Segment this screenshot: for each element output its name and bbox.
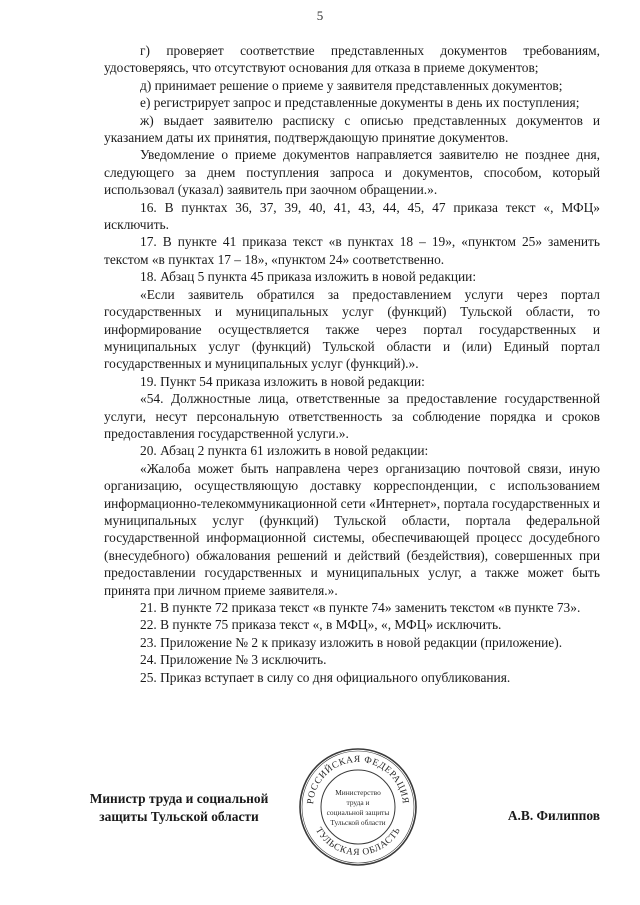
seal-center-line: социальной защиты — [326, 808, 390, 817]
seal-ring-bottom-text: ТУЛЬСКАЯ ОБЛАСТЬ — [313, 825, 403, 859]
paragraph: е) регистрирует запрос и представленные документы в день их поступления; — [140, 95, 580, 111]
signatory-name: А.В. Филиппов — [507, 808, 600, 823]
paragraph: Уведомление о приеме документов направляется заявителю не позднее дня, следующего за днем поступления запроса и документов, способом, который использовал (указал) заявитель при заочном обращении.». — [104, 147, 600, 198]
paragraph: «54. Должностные лица, ответственные за предоставление государственной услуги, несут персональную ответственность за соблюдение порядка и сроков предоставления государственной услуги.». — [104, 391, 600, 441]
paragraph: 16. В пунктах 36, 37, 39, 40, 41, 43, 44, 45, 47 приказа текст «, МФЦ» исключить. — [104, 199, 600, 233]
seal-center-line: Тульской области — [330, 818, 386, 827]
seal-center-line: Министерство — [335, 788, 381, 797]
seal-ring-top-text: РОССИЙСКАЯ ФЕДЕРАЦИЯ — [306, 754, 410, 805]
official-seal — [296, 745, 420, 869]
paragraph: ж) выдает заявителю расписку с описью представленных документов и указанием даты их принятия, подтверждающую принятие документов. — [104, 112, 600, 146]
seal-center-line: труда и — [346, 798, 370, 807]
paragraph: 17. В пункте 41 приказа текст «в пунктах 18 – 19», «пунктом 25» заменить текстом «в пунктах 17 – 18», «пунктом 24» соответственно. — [104, 234, 600, 267]
position-line: защиты Тульской области — [99, 809, 259, 824]
paragraph: 22. В пункте 75 приказа текст «, в МФЦ», «, МФЦ» исключить. — [140, 617, 502, 633]
position-line: Министр труда и социальной — [89, 791, 269, 806]
paragraph: г) проверяет соответствие представленных документов требованиям, удостоверяясь, что отсутствуют основания для отказа в приеме документов; — [104, 43, 600, 76]
paragraph: 20. Абзац 2 пункта 61 изложить в новой редакции: — [140, 443, 429, 459]
document-body — [104, 42, 600, 686]
signature-block — [0, 754, 640, 898]
paragraph: 23. Приложение № 2 к приказу изложить в новой редакции (приложение). — [140, 634, 563, 650]
paragraph: 24. Приложение № 3 исключить. — [140, 652, 327, 668]
paragraph: 21. В пункте 72 приказа текст «в пункте 74» заменить текстом «в пункте 73». — [140, 600, 581, 615]
page-number: 5 — [316, 8, 324, 23]
paragraph: д) принимает решение о приеме у заявителя представленных документов; — [140, 77, 563, 93]
paragraph: 18. Абзац 5 пункта 45 приказа изложить в новой редакции: — [140, 269, 477, 285]
paragraph: «Жалоба может быть направлена через организацию почтовой связи, иную организацию, осуществляющую доставку корреспонденции, с использованием информационно-телекоммуникационной сети «Интернет», портала государственных и муниципальных услуг (функций) Тульской области, портала федеральной государственной информационной системы, обеспечивающей процесс досудебного (внесудебного) обжалования решений и действий (бездействия), совершенных при предоставлении государственных и муниципальных услуг, а также может быть принята при личном приеме заявителя.». — [104, 460, 600, 598]
paragraph: 19. Пункт 54 приказа изложить в новой редакции: — [140, 373, 425, 389]
signatory-position — [68, 790, 290, 826]
paragraph: «Если заявитель обратился за предоставлением услуги через портал государственных и муниципальных услуг (функций) Тульской области, то информирование осуществляется также через портал государственных и муниципальных услуг (функций) Тульской области и (или) Единый портал государственных и муниципальных услуг (функций).». — [104, 286, 600, 372]
paragraph: 25. Приказ вступает в силу со дня официального опубликования. — [140, 669, 511, 685]
